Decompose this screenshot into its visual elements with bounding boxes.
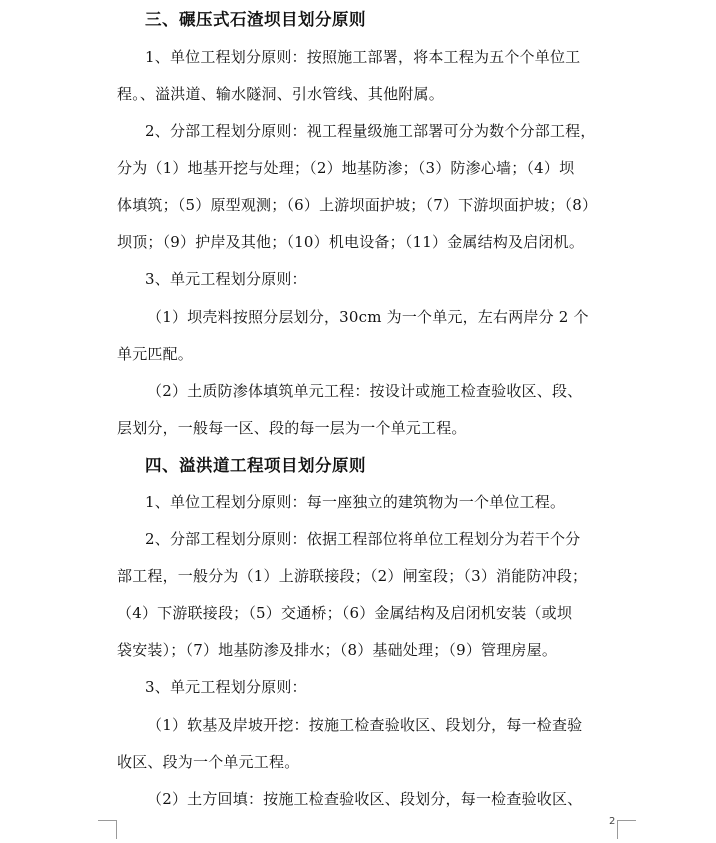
paragraph-line: 坝顶；（9）护岸及其他；（10）机电设备；（11）金属结构及启闭机。 <box>117 233 585 251</box>
paragraph-line: （1）软基及岸坡开挖：按施工检查验收区、段划分，每一检查验 <box>147 716 583 734</box>
paragraph-line: 1、单位工程划分原则：按照施工部署，将本工程为五个个单位工 <box>145 48 581 66</box>
paragraph-line: 3、单元工程划分原则： <box>145 270 307 288</box>
paragraph-line: 2、分部工程划分原则：视工程量级施工部署可分为数个分部工程， <box>145 122 596 140</box>
paragraph-line: 程。、溢洪道、输水隧洞、引水管线、其他附属。 <box>117 85 444 103</box>
paragraph-line: 收区、段为一个单元工程。 <box>117 753 300 771</box>
paragraph-line: 分为（1）地基开挖与处理；（2）地基防渗；（3）防渗心墙；（4）坝 <box>117 159 575 177</box>
page-number: 2 <box>609 816 616 827</box>
crop-mark-right <box>617 820 636 839</box>
document-body <box>117 0 617 814</box>
section-heading-4: 四、溢洪道工程项目划分原则 <box>145 456 366 475</box>
paragraph-line: 3、单元工程划分原则： <box>145 678 307 696</box>
paragraph-line: 1、单位工程划分原则：每一座独立的建筑物为一个单位工程。 <box>145 493 566 511</box>
paragraph-line: （4）下游联接段；（5）交通桥；（6）金属结构及启闭机安装（或坝 <box>117 604 573 622</box>
paragraph-line: （2）土方回填：按施工检查验收区、段划分，每一检查验收区、 <box>147 790 583 808</box>
paragraph-line: 袋安装）；（7）地基防渗及排水；（8）基础处理；（9）管理房屋。 <box>117 641 558 659</box>
paragraph-line: 体填筑；（5）原型观测；（6）上游坝面护坡；（7）下游坝面护坡；（8） <box>117 196 598 214</box>
crop-mark-left <box>98 820 117 839</box>
paragraph-line: （2）土质防渗体填筑单元工程：按设计或施工检查验收区、段、 <box>147 382 583 400</box>
paragraph-line: 层划分，一般每一区、段的每一层为一个单元工程。 <box>117 419 467 437</box>
paragraph-line: 单元匹配。 <box>117 345 194 363</box>
paragraph-line: （1）坝壳料按照分层划分，30cm 为一个单元，左右两岸分 2 个 <box>147 308 589 326</box>
paragraph-line: 2、分部工程划分原则：依据工程部位将单位工程划分为若干个分 <box>145 530 581 548</box>
section-heading-3: 三、碾压式石渣坝目划分原则 <box>145 10 366 29</box>
paragraph-line: 部工程，一般分为（1）上游联接段；（2）闸室段；（3）消能防冲段； <box>117 567 588 585</box>
